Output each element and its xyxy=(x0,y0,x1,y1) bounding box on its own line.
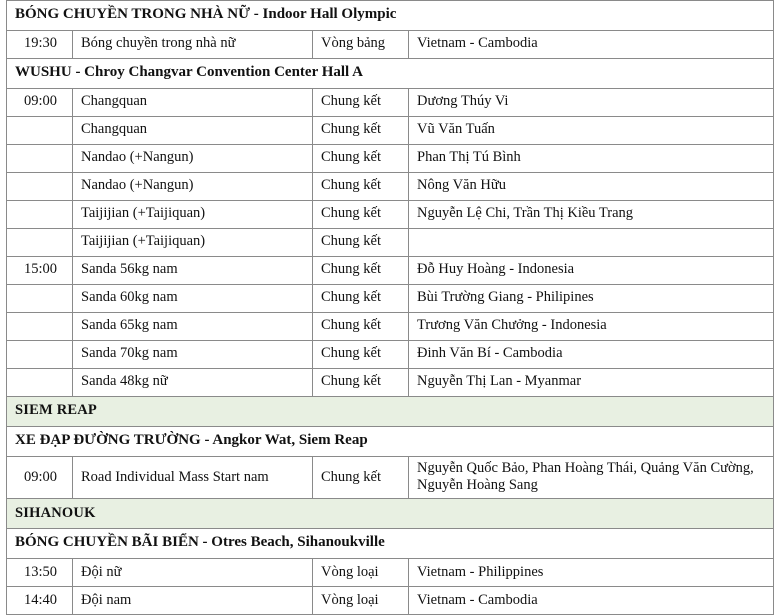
event-round: Chung kết xyxy=(313,257,409,285)
event-participants xyxy=(409,229,774,257)
event-name: Road Individual Mass Start nam xyxy=(73,457,313,499)
event-name: Sanda 70kg nam xyxy=(73,341,313,369)
venue-label: SIHANOUK xyxy=(7,499,774,529)
section-header-cell xyxy=(7,427,774,457)
table-row xyxy=(7,145,774,173)
table-row xyxy=(7,587,774,615)
venue-siem-reap xyxy=(7,397,774,427)
table-row xyxy=(7,31,774,59)
event-name: Changquan xyxy=(73,89,313,117)
event-participants: Nguyễn Quốc Bảo, Phan Hoàng Thái, Quảng Văn Cường, Nguyễn Hoàng Sang xyxy=(409,457,774,499)
volleyball-indoor-women-header xyxy=(7,1,774,31)
event-time xyxy=(7,369,73,397)
wushu-header xyxy=(7,59,774,89)
event-name: Sanda 56kg nam xyxy=(73,257,313,285)
table-row xyxy=(7,117,774,145)
event-time xyxy=(7,341,73,369)
event-name: Sanda 48kg nữ xyxy=(73,369,313,397)
event-time xyxy=(7,173,73,201)
event-time: 09:00 xyxy=(7,457,73,499)
event-time: 09:00 xyxy=(7,89,73,117)
event-time: 19:30 xyxy=(7,31,73,59)
table-row xyxy=(7,229,774,257)
table-row xyxy=(7,457,774,499)
section-header-cell xyxy=(7,59,774,89)
section-header-cell xyxy=(7,1,774,31)
event-round: Vòng loại xyxy=(313,587,409,615)
event-name: Changquan xyxy=(73,117,313,145)
section-header-venue: - Chroy Changvar Convention Center Hall A xyxy=(71,64,363,81)
event-round: Chung kết xyxy=(313,285,409,313)
cycling-road-header xyxy=(7,427,774,457)
event-name: Taijijian (+Taijiquan) xyxy=(73,229,313,257)
table-row xyxy=(7,173,774,201)
section-header-venue: - Indoor Hall Olympic xyxy=(250,6,397,23)
event-time xyxy=(7,145,73,173)
event-time: 13:50 xyxy=(7,559,73,587)
event-participants: Đinh Văn Bí - Cambodia xyxy=(409,341,774,369)
venue-sihanouk xyxy=(7,499,774,529)
event-round: Chung kết xyxy=(313,173,409,201)
event-participants: Bùi Trường Giang - Philipines xyxy=(409,285,774,313)
event-name: Sanda 60kg nam xyxy=(73,285,313,313)
event-participants: Nguyễn Thị Lan - Myanmar xyxy=(409,369,774,397)
table-row xyxy=(7,89,774,117)
event-participants: Vũ Văn Tuấn xyxy=(409,117,774,145)
event-round: Chung kết xyxy=(313,369,409,397)
table-row xyxy=(7,257,774,285)
event-participants: Vietnam - Cambodia xyxy=(409,587,774,615)
event-round: Chung kết xyxy=(313,89,409,117)
section-header-venue: - Otres Beach, Sihanoukville xyxy=(198,534,385,551)
table-row xyxy=(7,313,774,341)
event-round: Vòng bảng xyxy=(313,31,409,59)
event-participants: Nông Văn Hữu xyxy=(409,173,774,201)
venue-label: SIEM REAP xyxy=(7,397,774,427)
table-row xyxy=(7,201,774,229)
event-participants: Dương Thúy Vi xyxy=(409,89,774,117)
section-header-sport: BÓNG CHUYỀN TRONG NHÀ NỮ xyxy=(15,6,251,23)
section-header-cell xyxy=(7,529,774,559)
event-participants: Nguyễn Lệ Chi, Trần Thị Kiều Trang xyxy=(409,201,774,229)
event-round: Chung kết xyxy=(313,341,409,369)
table-row xyxy=(7,285,774,313)
event-name: Sanda 65kg nam xyxy=(73,313,313,341)
event-name: Nandao (+Nangun) xyxy=(73,173,313,201)
event-name: Bóng chuyền trong nhà nữ xyxy=(73,31,313,59)
beach-volleyball-header xyxy=(7,529,774,559)
table-row xyxy=(7,369,774,397)
table-row xyxy=(7,559,774,587)
event-participants: Trương Văn Chưởng - Indonesia xyxy=(409,313,774,341)
event-round: Chung kết xyxy=(313,313,409,341)
event-time xyxy=(7,117,73,145)
event-time: 15:00 xyxy=(7,257,73,285)
event-participants: Vietnam - Cambodia xyxy=(409,31,774,59)
event-time xyxy=(7,229,73,257)
event-round: Chung kết xyxy=(313,117,409,145)
section-header-sport: XE ĐẠP ĐƯỜNG TRƯỜNG xyxy=(15,432,201,449)
table-row xyxy=(7,341,774,369)
event-time xyxy=(7,313,73,341)
event-round: Chung kết xyxy=(313,145,409,173)
event-name: Taijijian (+Taijiquan) xyxy=(73,201,313,229)
event-time xyxy=(7,285,73,313)
event-participants: Vietnam - Philippines xyxy=(409,559,774,587)
schedule-body xyxy=(7,1,774,615)
event-time: 14:40 xyxy=(7,587,73,615)
event-round: Chung kết xyxy=(313,229,409,257)
event-time xyxy=(7,201,73,229)
event-participants: Đỗ Huy Hoàng - Indonesia xyxy=(409,257,774,285)
event-round: Chung kết xyxy=(313,457,409,499)
event-participants: Phan Thị Tú Bình xyxy=(409,145,774,173)
section-header-sport: WUSHU xyxy=(15,64,72,81)
event-name: Đội nữ xyxy=(73,559,313,587)
event-round: Chung kết xyxy=(313,201,409,229)
event-name: Đội nam xyxy=(73,587,313,615)
event-name: Nandao (+Nangun) xyxy=(73,145,313,173)
event-round: Vòng loại xyxy=(313,559,409,587)
section-header-venue: - Angkor Wat, Siem Reap xyxy=(200,432,368,449)
schedule-table xyxy=(6,0,774,615)
section-header-sport: BÓNG CHUYỀN BÃI BIỂN xyxy=(15,534,199,551)
